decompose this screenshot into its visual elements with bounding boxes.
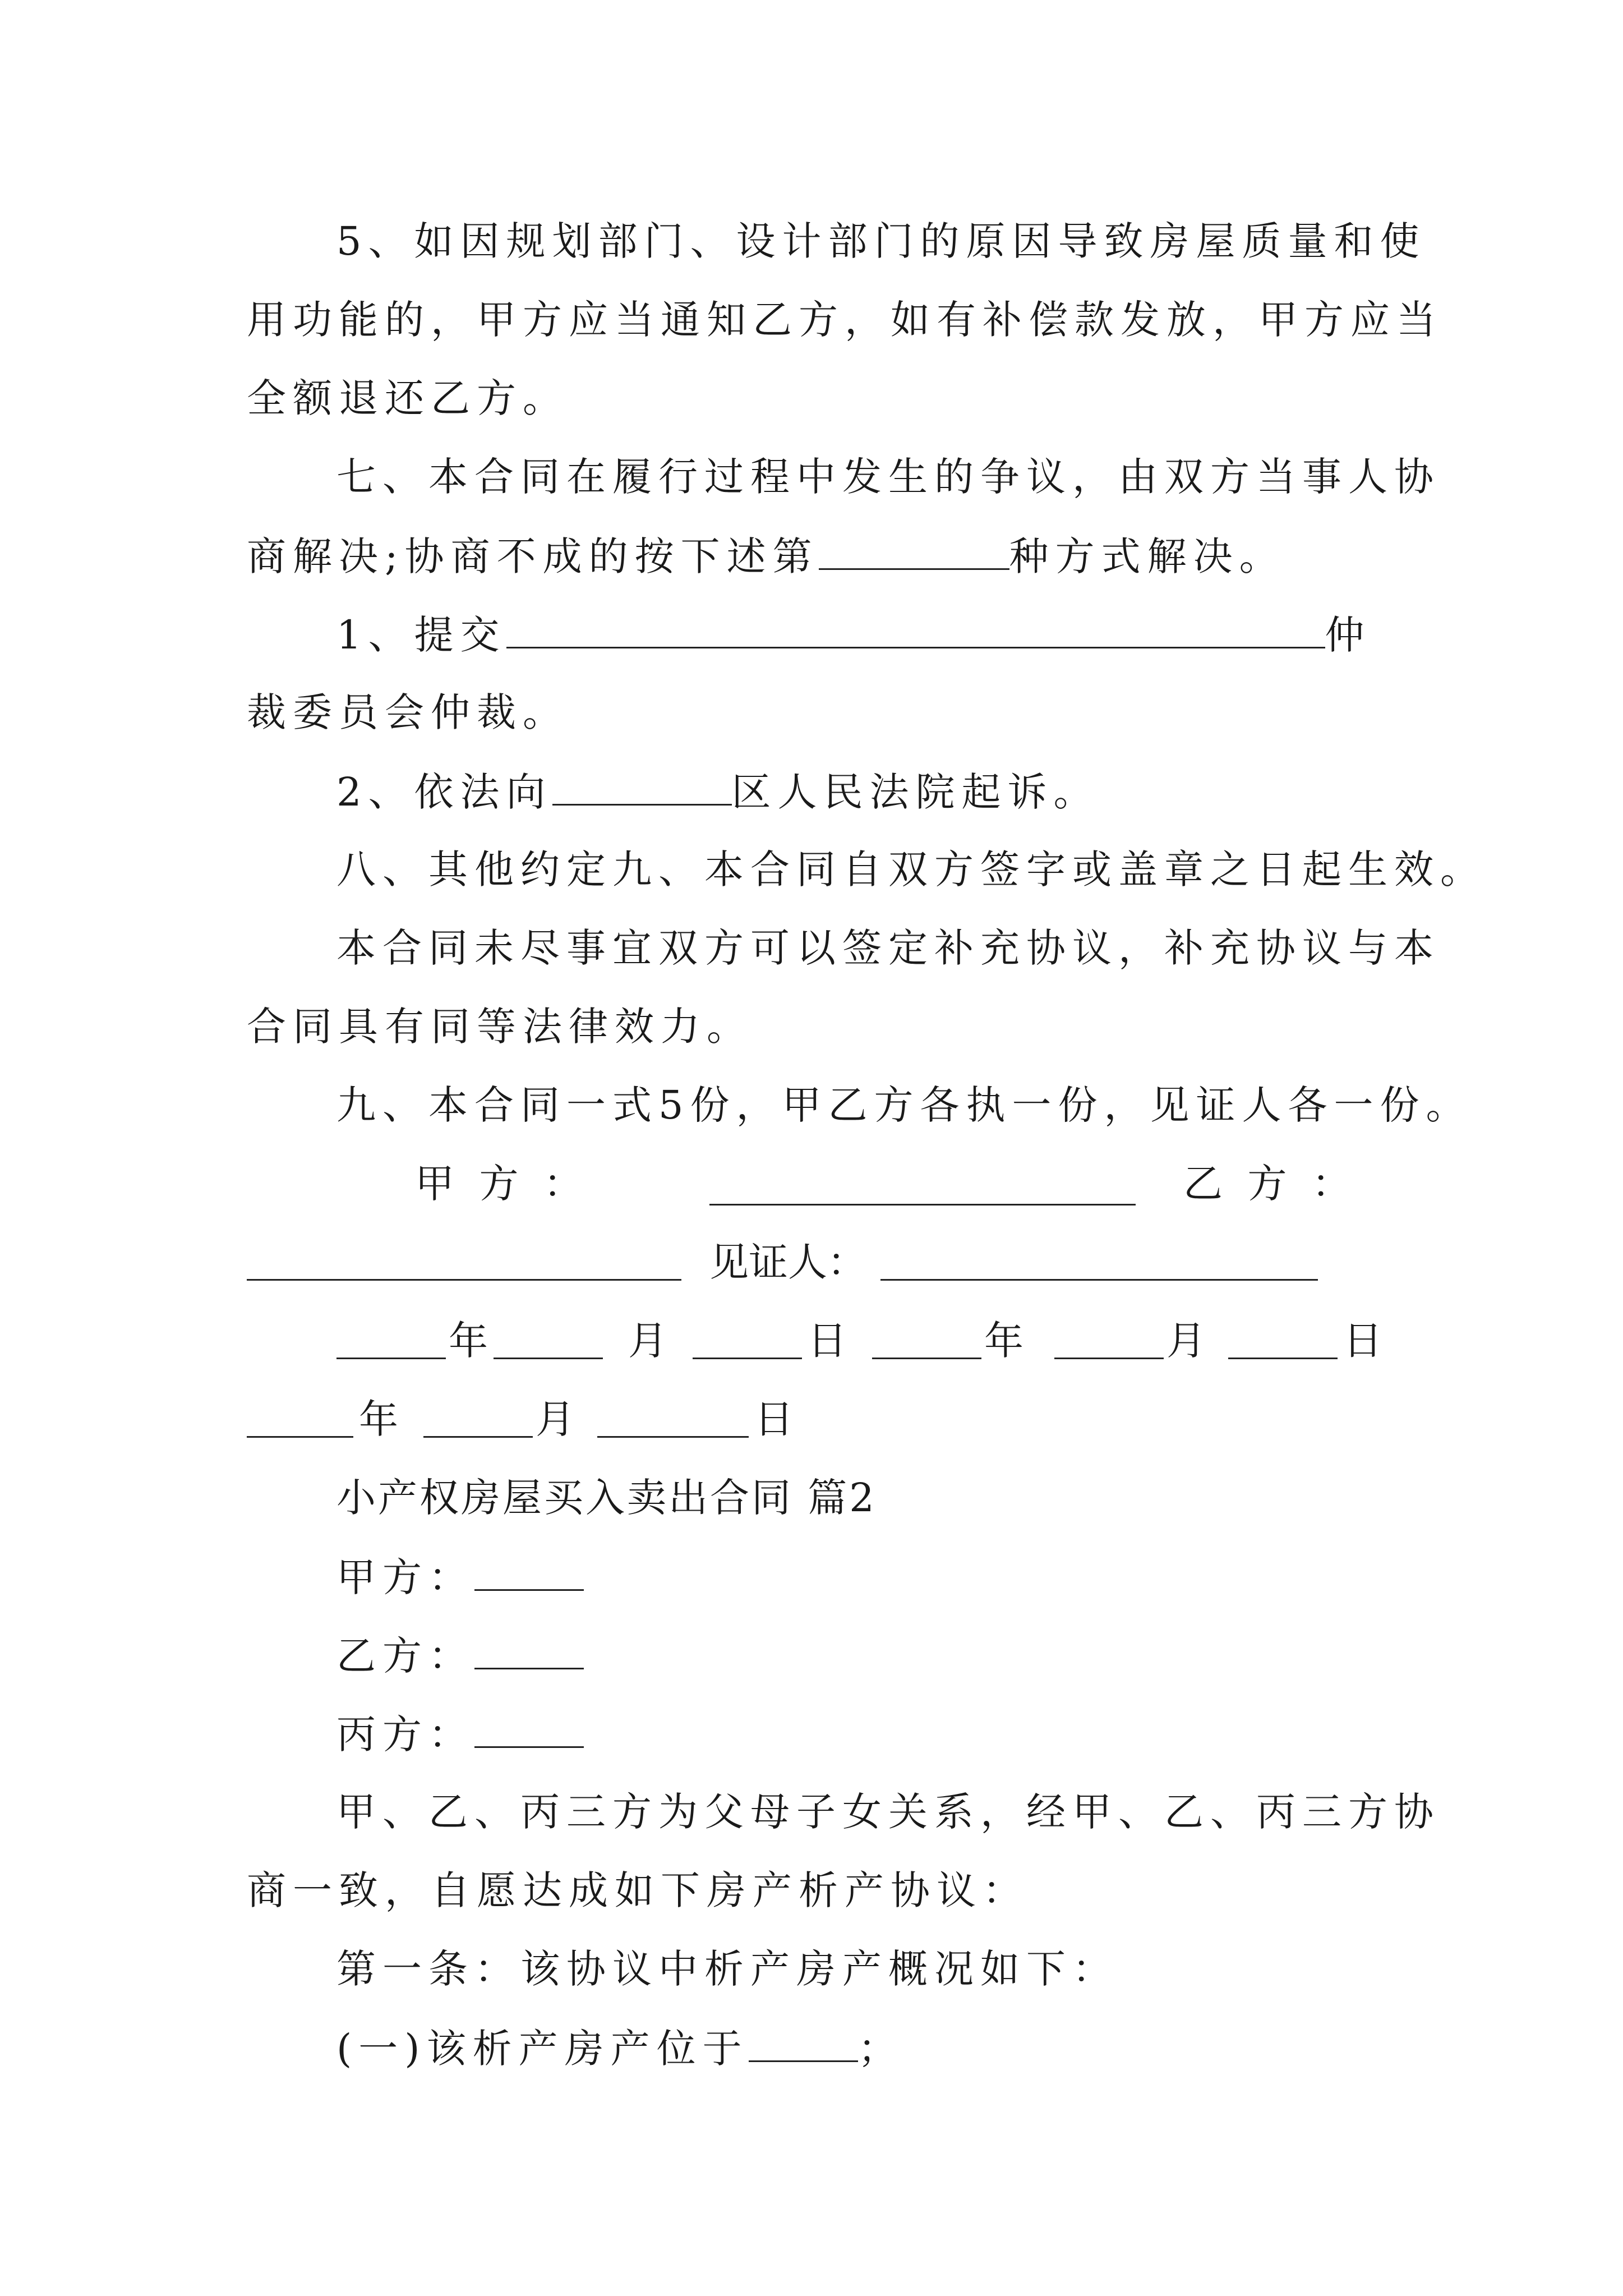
party-line — [336, 1554, 584, 1600]
date-blank — [597, 1404, 749, 1438]
signature-blank — [880, 1246, 1318, 1281]
paragraph-line: 本合同未尽事宜双方可以签定补充协议，补充协议与本 — [336, 925, 1440, 971]
party-line — [336, 1633, 584, 1679]
paragraph-line: 商一致，自愿达成如下房产析产协议： — [247, 1867, 1029, 1913]
paragraph-line — [247, 533, 1285, 579]
paragraph-line: 全额退还乙方。 — [247, 375, 569, 421]
paragraph-line — [336, 769, 1100, 815]
date-month-label: 月 — [536, 1396, 575, 1442]
text-segment: 种方式解决。 — [1009, 533, 1285, 579]
signature-witness-label: 见证人： — [709, 1239, 866, 1285]
date-day-label: 日 — [754, 1396, 794, 1442]
signature-blank — [709, 1171, 1136, 1205]
fill-blank — [819, 536, 1009, 570]
paragraph-line: 八、其他约定九、本合同自双方签字或盖章之日起生效。 — [336, 846, 1486, 892]
date-month-label: 月 — [628, 1318, 667, 1364]
party-line — [336, 1711, 584, 1757]
fill-blank — [749, 2028, 858, 2062]
fill-blank — [506, 614, 1325, 648]
date-year-label: 年 — [359, 1396, 398, 1442]
text-segment: 1、提交 — [336, 612, 506, 658]
date-blank — [423, 1404, 533, 1438]
signature-blank — [247, 1246, 681, 1281]
signature-party-b-label: 乙 方 ： — [1183, 1161, 1352, 1207]
paragraph-line — [336, 2026, 904, 2072]
text-segment: (一)该析产房产位于 — [336, 2026, 749, 2072]
signature-party-a-label: 甲 方 ： — [415, 1161, 583, 1207]
party-c-label: 丙方： — [336, 1711, 474, 1757]
party-a-label: 甲方： — [336, 1554, 474, 1600]
text-segment: 仲 — [1325, 612, 1371, 658]
section-title: 小产权房屋买入卖出合同 篇2 — [336, 1475, 877, 1521]
paragraph-line: 第一条：该协议中析产房产概况如下： — [336, 1946, 1118, 1992]
paragraph-line: 甲、乙、丙三方为父母子女关系，经甲、乙、丙三方协 — [336, 1789, 1440, 1835]
date-year-label: 年 — [984, 1318, 1023, 1364]
text-segment: 区人民法院起诉。 — [731, 769, 1100, 815]
fill-blank — [474, 1714, 584, 1748]
date-blank — [494, 1325, 603, 1359]
paragraph-line: 5、如因规划部门、设计部门的原因导致房屋质量和使 — [336, 218, 1426, 264]
text-segment: 商解决;协商不成的按下述第 — [247, 533, 819, 579]
date-blank — [247, 1404, 353, 1438]
date-blank — [872, 1325, 981, 1359]
paragraph-line: 用功能的，甲方应当通知乙方，如有补偿款发放，甲方应当 — [247, 297, 1442, 343]
date-year-label: 年 — [449, 1318, 488, 1364]
date-day-label: 日 — [808, 1318, 847, 1364]
paragraph-line — [336, 612, 1371, 658]
paragraph-line: 九、本合同一式5份，甲乙方各执一份，见证人各一份。 — [336, 1082, 1472, 1128]
text-segment: ； — [857, 2026, 904, 2072]
date-blank — [336, 1325, 446, 1359]
paragraph-line: 七、本合同在履行过程中发生的争议，由双方当事人协 — [336, 454, 1440, 500]
date-blank — [693, 1325, 802, 1359]
party-b-label: 乙方： — [336, 1633, 474, 1679]
date-blank — [1054, 1325, 1164, 1359]
fill-blank — [474, 1557, 584, 1591]
paragraph-line: 合同具有同等法律效力。 — [247, 1004, 753, 1050]
fill-blank — [552, 771, 732, 806]
date-month-label: 月 — [1166, 1318, 1206, 1364]
date-blank — [1228, 1325, 1338, 1359]
fill-blank — [474, 1635, 584, 1669]
text-segment: 2、依法向 — [336, 769, 552, 815]
paragraph-line: 裁委员会仲裁。 — [247, 689, 569, 735]
date-day-label: 日 — [1343, 1318, 1382, 1364]
